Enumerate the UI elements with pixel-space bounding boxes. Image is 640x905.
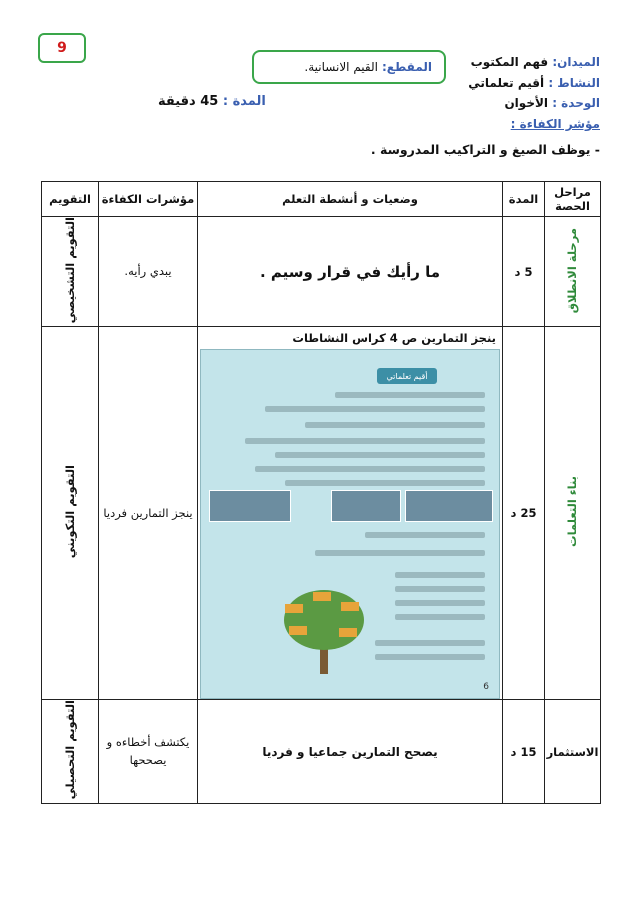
worksheet-line bbox=[335, 392, 485, 398]
segment-value: القيم الانسانية. bbox=[304, 60, 378, 74]
activity-line bbox=[468, 76, 600, 90]
header-indicators: مؤشرات الكفاءة bbox=[99, 182, 198, 217]
activity-text: ينجز التمارين ص 4 كراس النشاطات bbox=[292, 331, 496, 346]
activity-label: النشاط : bbox=[548, 76, 600, 90]
worksheet-line bbox=[245, 438, 485, 444]
duration-line bbox=[158, 94, 266, 109]
segment-box bbox=[252, 50, 446, 84]
header-duration: المدة bbox=[503, 182, 545, 217]
stage-label: بناء التعلمات bbox=[565, 476, 580, 548]
indicator-cell: ينجز التمارين فرديا bbox=[99, 327, 198, 700]
worksheet-image bbox=[209, 490, 291, 522]
worksheet-line bbox=[315, 550, 485, 556]
unit-label: الوحدة : bbox=[552, 96, 600, 110]
lesson-plan-table bbox=[41, 181, 601, 804]
objective-text: - يوظف الصيغ و التراكيب المدروسة . bbox=[370, 142, 600, 157]
page-number-badge: 9 bbox=[38, 33, 86, 63]
indicator-line bbox=[511, 117, 600, 131]
worksheet-line bbox=[375, 654, 485, 660]
indicator-label: مؤشر الكفاءة : bbox=[510, 117, 600, 131]
tree-illustration bbox=[279, 586, 369, 674]
evaluation-label: التقويم التشخيصي bbox=[62, 217, 77, 324]
worksheet-line bbox=[395, 586, 485, 592]
worksheet-line bbox=[395, 614, 485, 620]
worksheet-line bbox=[395, 572, 485, 578]
activity-cell bbox=[198, 327, 503, 700]
evaluation-cell bbox=[42, 217, 99, 327]
table-row bbox=[42, 217, 601, 327]
stage-cell bbox=[545, 700, 601, 803]
evaluation-label: التقويم التكويني bbox=[62, 465, 77, 559]
worksheet-line bbox=[365, 532, 485, 538]
stage-cell bbox=[545, 327, 601, 700]
table-row bbox=[42, 327, 601, 700]
field-value: فهم المكتوب bbox=[470, 55, 549, 69]
worksheet-photo bbox=[200, 349, 500, 699]
worksheet-line bbox=[255, 466, 485, 472]
header-evaluation: التقويم bbox=[42, 182, 99, 217]
worksheet-image bbox=[331, 490, 401, 522]
table-header-row bbox=[42, 182, 601, 217]
duration-label: المدة : bbox=[222, 94, 266, 109]
unit-line bbox=[504, 96, 600, 110]
worksheet-line bbox=[305, 422, 485, 428]
worksheet-line bbox=[285, 480, 485, 486]
field-label: الميدان: bbox=[552, 55, 600, 69]
table-row bbox=[42, 700, 601, 803]
duration-cell: 25 د bbox=[503, 327, 545, 700]
worksheet-line bbox=[265, 406, 485, 412]
segment-label: المقطع: bbox=[382, 60, 432, 74]
activity-value: أقيم تعلماتي bbox=[468, 76, 545, 90]
duration-value: 45 دقيقة bbox=[158, 94, 219, 109]
worksheet-line bbox=[375, 640, 485, 646]
activity-text: ما رأيك في قرار وسيم . bbox=[260, 262, 440, 281]
stage-label: الاستثمار bbox=[546, 744, 599, 759]
activity-cell bbox=[198, 217, 503, 327]
activity-text: يصحح التمارين جماعيا و فرديا bbox=[262, 744, 438, 759]
evaluation-cell bbox=[42, 700, 99, 803]
evaluation-label: التقويم التحصيلي bbox=[62, 700, 77, 800]
worksheet-line bbox=[395, 600, 485, 606]
stage-label: مرحلة الانطلاق bbox=[565, 227, 580, 313]
worksheet-tab: أقيم تعلماتي bbox=[377, 368, 437, 384]
evaluation-cell bbox=[42, 327, 99, 700]
worksheet-page-number: 6 bbox=[483, 682, 489, 693]
indicator-cell: يكتشف أخطاءه و يصححها bbox=[99, 700, 198, 803]
activity-cell bbox=[198, 700, 503, 803]
header-stage: مراحل الحصة bbox=[545, 182, 601, 217]
unit-value: الأخوان bbox=[504, 96, 549, 110]
worksheet-image bbox=[405, 490, 493, 522]
indicator-cell: يبدي رأيه. bbox=[99, 217, 198, 327]
field-line bbox=[471, 55, 600, 69]
header-activities: وضعيات و أنشطة التعلم bbox=[198, 182, 503, 217]
duration-cell: 5 د bbox=[503, 217, 545, 327]
duration-cell: 15 د bbox=[503, 700, 545, 803]
stage-cell bbox=[545, 217, 601, 327]
worksheet-line bbox=[275, 452, 485, 458]
